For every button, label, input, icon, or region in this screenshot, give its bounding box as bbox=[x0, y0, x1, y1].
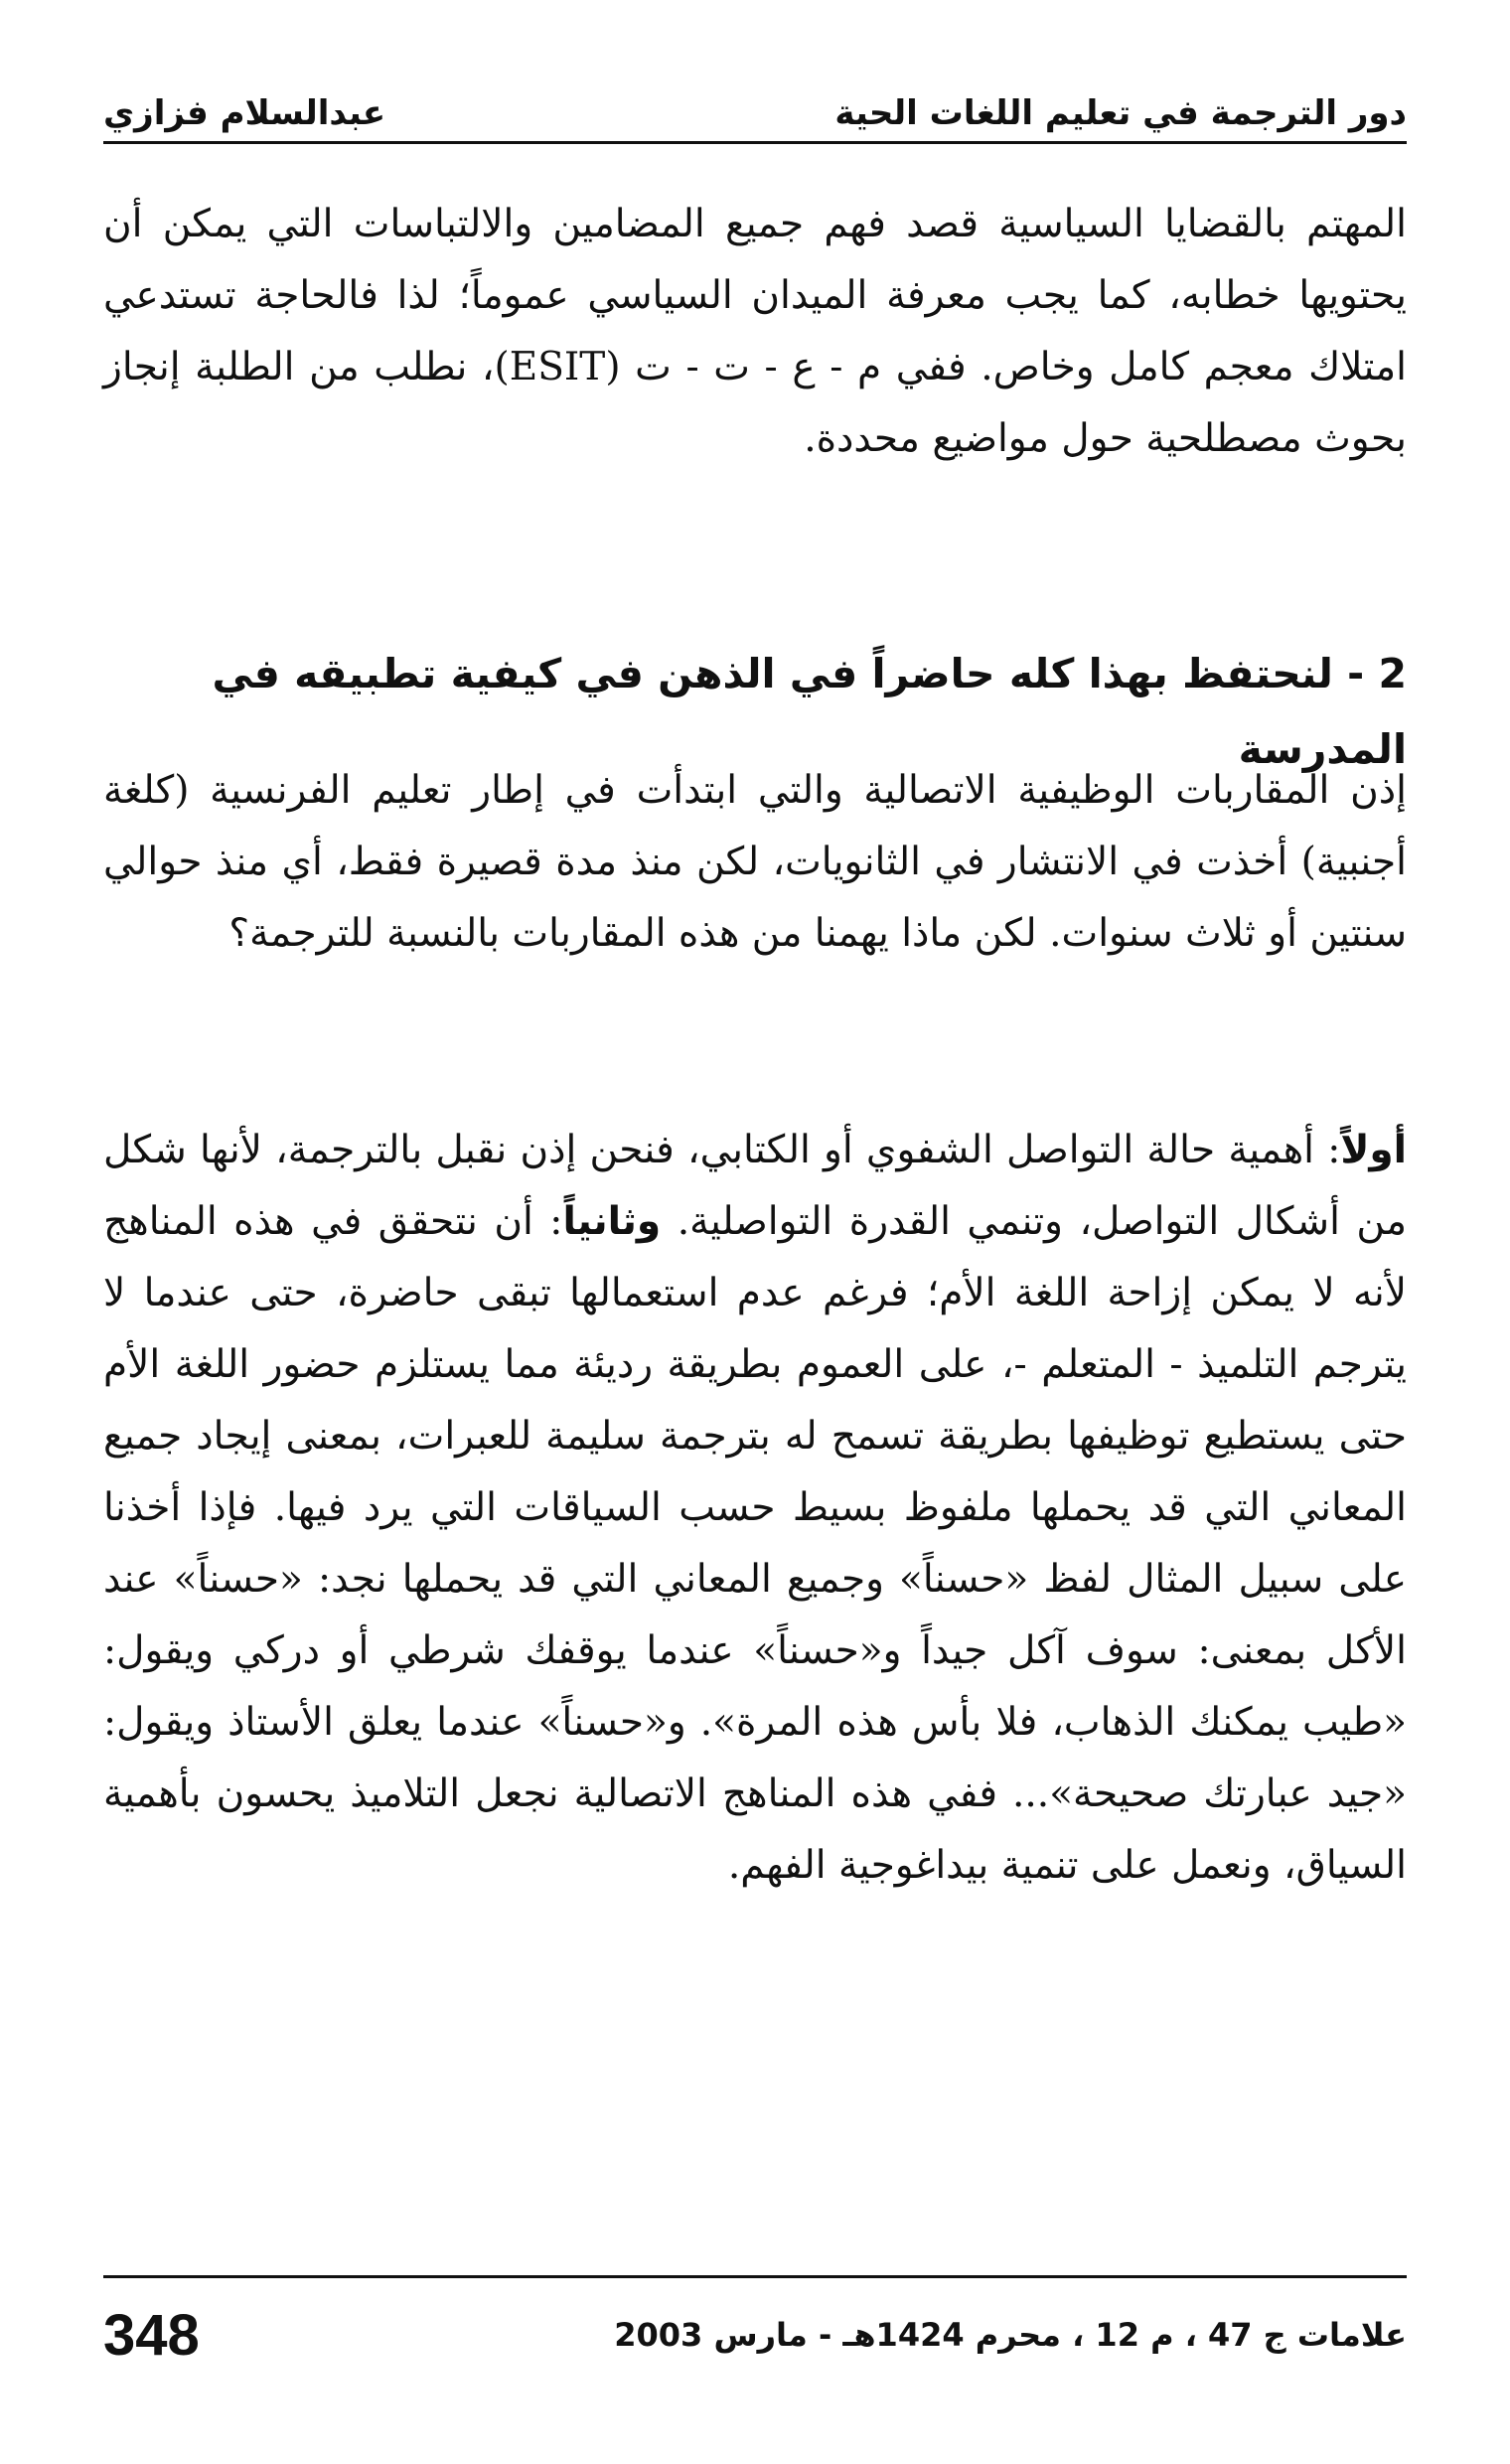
page-footer bbox=[103, 2295, 1407, 2375]
first-point-text: : أهمية حالة التواصل الشفوي أو الكتابي، فنحن إذن نقبل بالترجمة، لأنها شكل من أشكال التواصل، وتنمي القدرة التواصلية. bbox=[103, 1128, 1407, 1244]
article-title: دور الترجمة في تعليم اللغات الحية bbox=[834, 93, 1407, 133]
first-point-label: أولاً bbox=[1340, 1128, 1407, 1172]
body-paragraph-1: المهتم بالقضايا السياسية قصد فهم جميع المضامين والالتباسات التي يمكن أن يحتويها خطابه، كما يجب معرفة الميدان السياسي عموماً؛ لذا فالحاجة تستدعي امتلاك معجم كامل وخاص. ففي م - ع - ت - ت (ESIT)، نطلب من الطلبة إنجاز بحوث مصطلحية حول مواضيع محددة. bbox=[103, 202, 1407, 461]
author-name: عبدالسلام فزازي bbox=[103, 93, 386, 133]
footer-divider bbox=[103, 2275, 1407, 2278]
running-header bbox=[103, 62, 1407, 133]
second-point-label: وثانياً bbox=[562, 1199, 662, 1244]
body-paragraph-2: إذن المقاربات الوظيفية الاتصالية والتي ابتدأت في إطار تعليم الفرنسية (كلغة أجنبية) أخذت في الانتشار في الثانويات، لكن منذ مدة قصيرة فقط، أي منذ حوالي سنتين أو ثلاث سنوات. لكن ماذا يهمنا من هذه المقاربات بالنسبة للترجمة؟ bbox=[103, 768, 1407, 956]
page-number: 348 bbox=[103, 2302, 200, 2368]
second-point-text: : أن نتحقق في هذه المناهج لأنه لا يمكن إزاحة اللغة الأم؛ فرغم عدم استعمالها تبقى حاضرة، حتى عندما لا يترجم التلميذ - المتعلم -، على العموم بطريقة رديئة مما يستلزم حضور اللغة الأم حتى يستطيع توظيفها بطريقة تسمح له بترجمة سليمة للعبرات، بمعنى إيجاد جميع المعاني التي قد يحملها ملفوظ بسيط حسب السياقات التي يرد فيها. فإذا أخذنا على سبيل المثال لفظ «حسناً» وجميع المعاني التي قد يحملها نجد: «حسناً» عند الأكل بمعنى: سوف آكل جيداً و«حسناً» عندما يوقفك شرطي أو دركي ويقول: «طيب يمكنك الذهاب، فلا بأس هذه المرة». و«حسناً» عندما يعلق الأستاذ ويقول: «جيد عبارتك صحيحة»... ففي هذه المناهج الاتصالية نجعل التلاميذ يحسون بأهمية السياق، ونعمل على تنمية بيداغوجية الفهم. bbox=[103, 1199, 1407, 1888]
section-heading: 2 - لنحتفظ بهذا كله حاضراً في الذهن في كيفية تطبيقه في المدرسة bbox=[212, 650, 1407, 773]
body-paragraph-3 bbox=[103, 1115, 1407, 1902]
header-divider bbox=[103, 141, 1407, 144]
journal-info: علامات ج 47 ، م 12 ، محرم 1424هـ - مارس 2003 bbox=[614, 2316, 1407, 2354]
